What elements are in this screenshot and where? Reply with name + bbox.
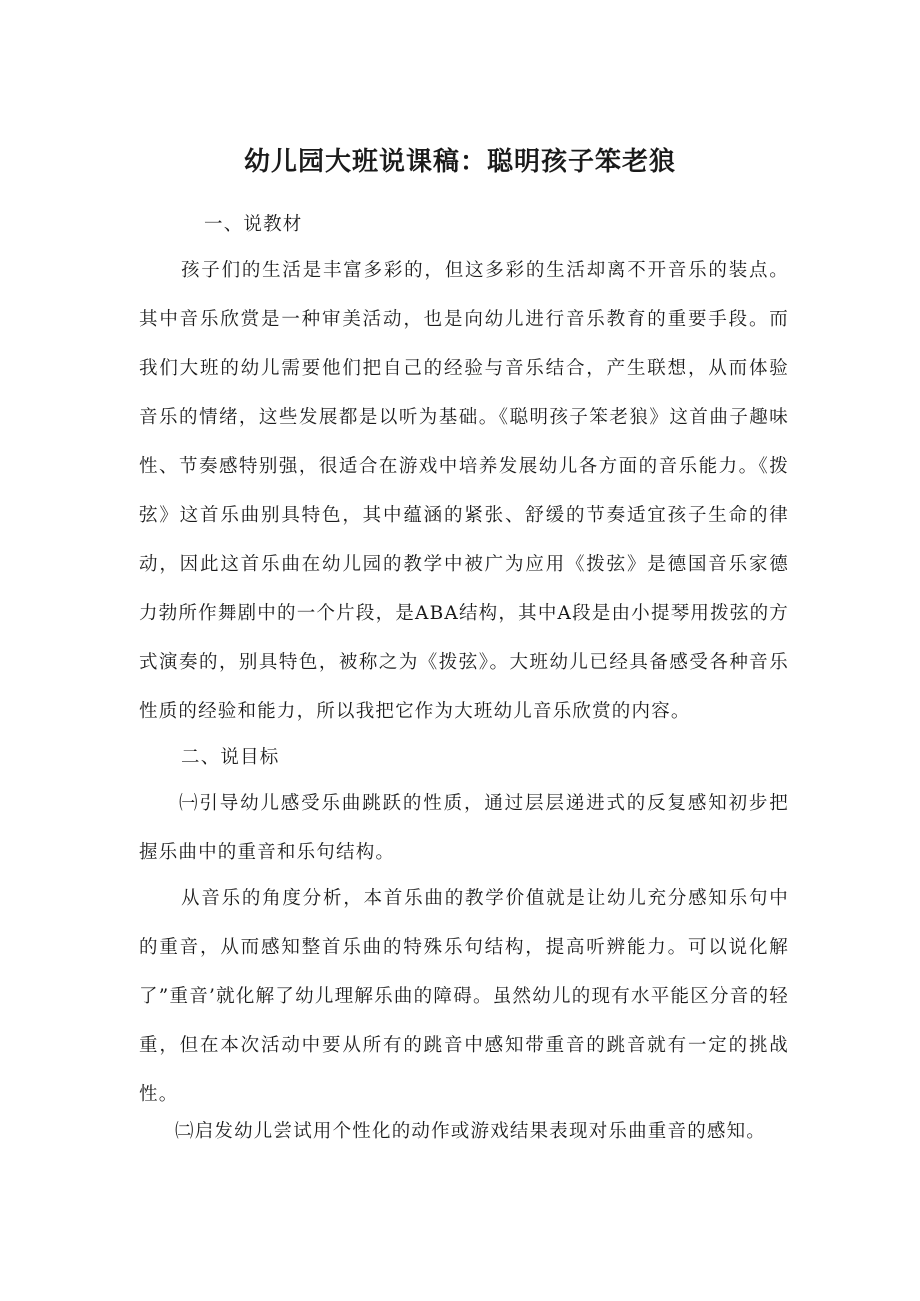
- document-title: 幼儿园大班说课稿：聪明孩子笨老狼: [243, 147, 676, 177]
- paragraph-goal-1: ㈠引导幼儿感受乐曲跳跃的性质，通过层层递进式的反复感知初步把握乐曲中的重音和乐句结构。: [139, 793, 789, 863]
- section-heading-teaching-material: 一、说教材: [204, 214, 303, 235]
- section-heading-goals: 二、说目标: [181, 747, 280, 768]
- paragraph-goal-1-analysis: 从音乐的角度分析，本首乐曲的教学价值就是让幼儿充分感知乐句中的重音，从而感知整首乐曲的特殊乐句结构，提高听辨能力。可以说化解了”重音’就化解了幼儿理解乐曲的障碍。虽然幼儿的现有水平能区分音的轻重，但在本次活动中要从所有的跳音中感知带重音的跳音就有一定的挑战性。: [139, 888, 789, 1105]
- paragraph-goal-2: ㈡启发幼儿尝试用个性化的动作或游戏结果表现对乐曲重音的感知。: [175, 1121, 767, 1142]
- paragraph-teaching-material: 孩子们的生活是丰富多彩的，但这多彩的生活却离不开音乐的装点。其中音乐欣赏是一种审美活动，也是向幼儿进行音乐教育的重要手段。而我们大班的幼儿需要他们把自己的经验与音乐结合，产生联想，从而体验音乐的情绪，这些发展都是以听为基础。《聪明孩子笨老狼》这首曲子趣味性、节奏感特别强，很适合在游戏中培养发展幼儿各方面的音乐能力。《拨弦》这首乐曲别具特色，其中蕴涵的紧张、舒缓的节奏适宜孩子生命的律动，因此这首乐曲在幼儿园的教学中被广为应用《拨弦》是德国音乐家德力勃所作舞剧中的一个片段，是ABA结构，其中A段是由小提琴用拨弦的方式演奏的，别具特色，被称之为《拨弦》。大班幼儿已经具备感受各种音乐性质的经验和能力，所以我把它作为大班幼儿音乐欣赏的内容。: [139, 260, 789, 722]
